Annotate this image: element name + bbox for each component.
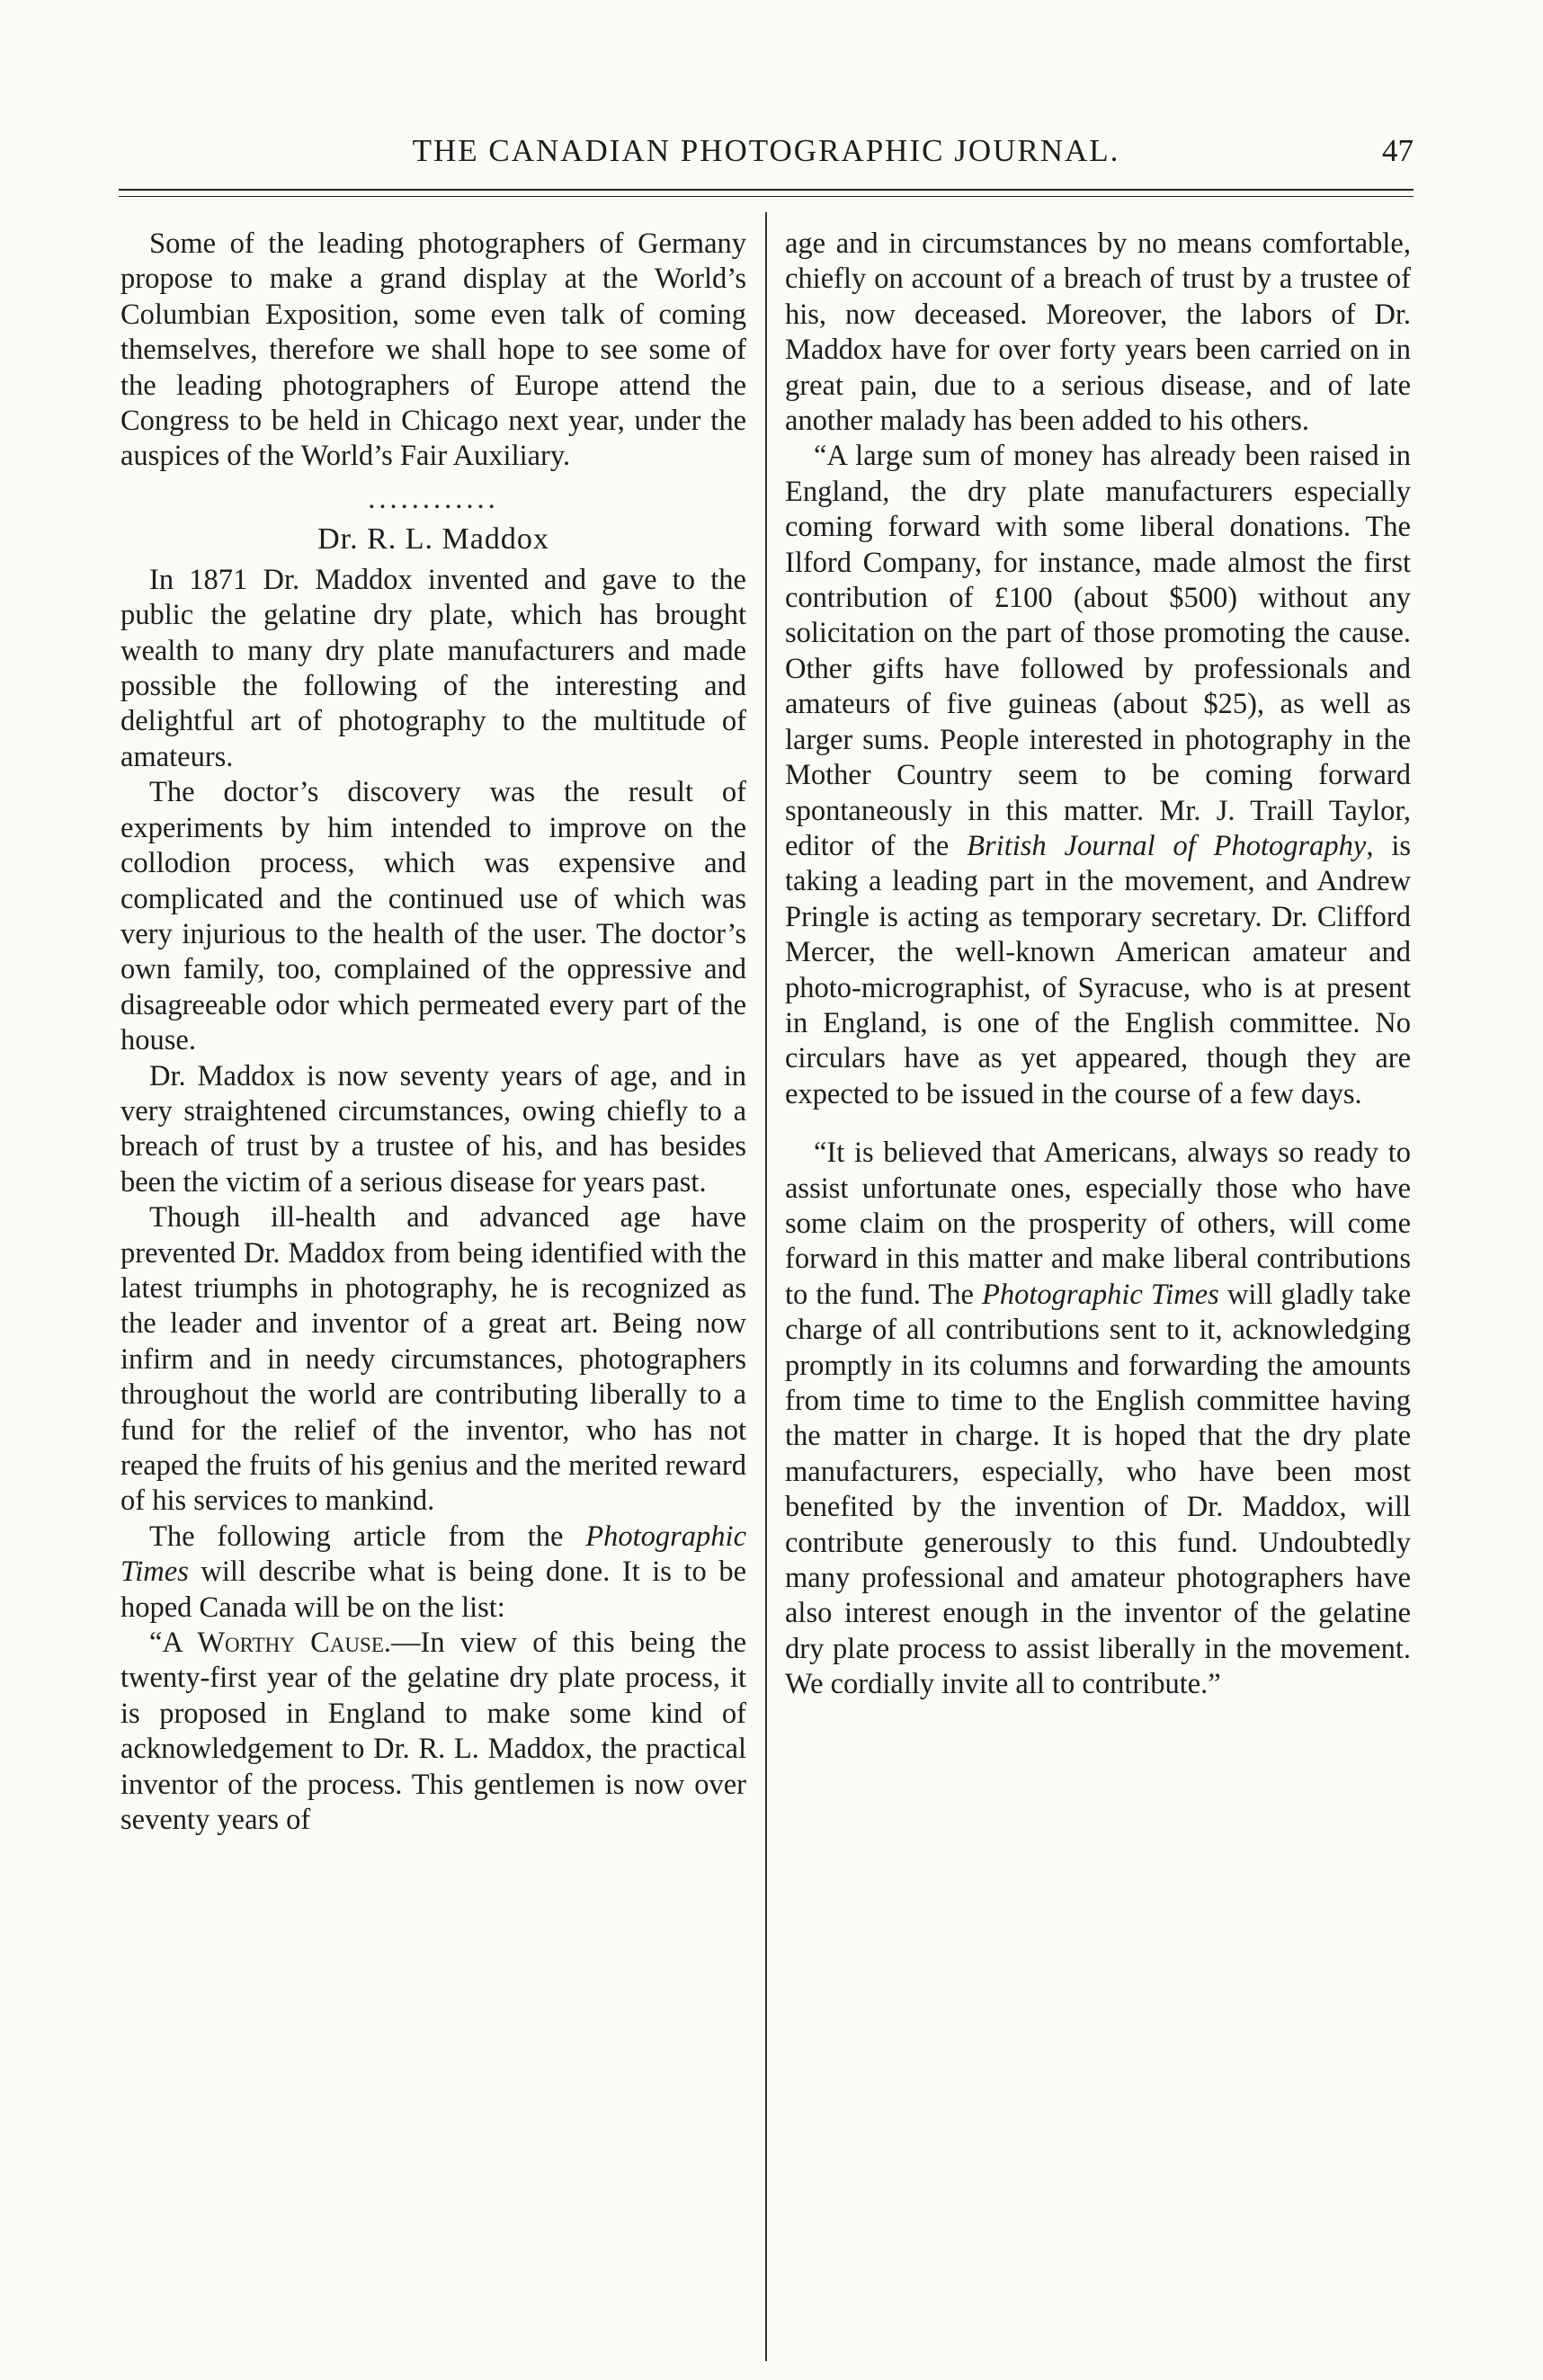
column-divider (765, 212, 767, 2361)
paragraph-americans: “It is believed that Americans, always so ready to assist unfortunate ones, especially those who have some claim on the prosperity of others, will come forward in this matter and make liberal contributions to the fund. The Photographic Times will gladly take charge of all contributions sent to it, acknowledging promptly in its columns and forwarding the amounts from time to time to the English committee having the matter in charge. It is hoped that the dry plate manufacturers, especially, who have been most benefited by the invention of Dr. Maddox, will contribute generously to this fund. Undoubtedly many professional and amateur photographers have also interest enough in the inventor of the gelatine dry plate process to assist liberally in the movement. We cordially invite all to contribute.” (785, 1137, 1411, 1701)
publication-name: Photographic Times (982, 1278, 1219, 1311)
header-rule-bottom (119, 196, 1414, 197)
page-number: 47 (1382, 133, 1414, 168)
paragraph-gap (785, 1112, 1411, 1136)
paragraph-large-sum: “A large sum of money has already been raised in England, the dry plate manufacturers especially coming forward with some liberal donations. The Ilford Company, for instance, made almost the first contribution of £100 (about $500) without any solicitation on the part of those promoting the cause. Other gifts have followed by professionals and amateurs of five guineas (about $25), as well as larger sums. People interested in photography in the Mother Country seem to be coming forward spontaneously in this matter. Mr. J. Traill Taylor, editor of the British Journal of Photography, is taking a leading part in the movement, and Andrew Pringle is acting as temporary secretary. Dr. Clifford Mercer, the well-known American amateur and photo-micrographist, of Syracuse, who is at present in England, is one of the English committee. No circulars have as yet appeared, though they are expected to be issued in the course of a few days. (785, 440, 1411, 1110)
header-rule-top (119, 189, 1414, 191)
paragraph-germany: Some of the leading photographers of Germany propose to make a grand display at the World’s Columbian Exposition, some even talk of coming themselves, therefore we shall hope to see some of the leading photographers of Europe attend the Congress to be held in Chicago next year, under the auspices of the World’s Fair Auxiliary. (120, 227, 746, 473)
publication-name: Photographic Times (120, 1520, 746, 1589)
section-heading: Dr. R. L. Maddox (317, 521, 549, 556)
section-separator: ............ (368, 482, 499, 515)
journal-title: THE CANADIAN PHOTOGRAPHIC JOURNAL. (412, 133, 1120, 168)
paragraph-invention: In 1871 Dr. Maddox invented and gave to the public the gelatine dry plate, which has brought wealth to many dry plate manufacturers and made possible the following of the interesting and delightful art of photography to the multitude of amateurs. (120, 563, 746, 773)
paragraph-age: Dr. Maddox is now seventy years of age, and in very straightened circumstances, owing chiefly to a breach of trust by a trustee of his, and has besides been the victim of a serious disease for years past. (120, 1059, 746, 1199)
page-header (119, 126, 1414, 176)
right-column (785, 227, 1411, 1703)
paragraph-ill-health: Though ill-health and advanced age have prevented Dr. Maddox from being identified with the latest triumphs in photography, he is recognized as the leader and inventor of a great art. Being now infirm and in needy circumstances, photographers throughout the world are contributing liberally to a fund for the relief of the inventor, who has not reaped the fruits of his genius and the merited reward of his services to mankind. (120, 1201, 746, 1518)
article-title: Worthy Cause (197, 1627, 384, 1660)
paragraph-following-article: The following article from the Photographic Times will describe what is being done. It is to be hoped Canada will be on the list: (120, 1520, 746, 1624)
publication-name: British Journal of Photography (967, 829, 1367, 862)
left-column (120, 227, 746, 1838)
paragraph-worthy-cause: “A Worthy Cause.—In view of this being the twenty-first year of the gelatine dry plate process, it is proposed in England to make some kind of acknowledgement to Dr. R. L. Maddox, the practical inventor of the process. This gentlemen is now over seventy years of (120, 1627, 746, 1837)
paragraph-continued: age and in circumstances by no means comfortable, chiefly on account of a breach of trust by a trustee of his, now deceased. Moreover, the labors of Dr. Maddox have for over forty years been carried on in great pain, due to a serious disease, and of late another malady has been added to his others. (785, 227, 1411, 438)
paragraph-discovery: The doctor’s discovery was the result of experiments by him intended to improve on the collodion process, which was expensive and complicated and the continued use of which was very injurious to the health of the user. The doctor’s own family, too, complained of the oppressive and disagreeable odor which permeated every part of the house. (120, 776, 746, 1057)
